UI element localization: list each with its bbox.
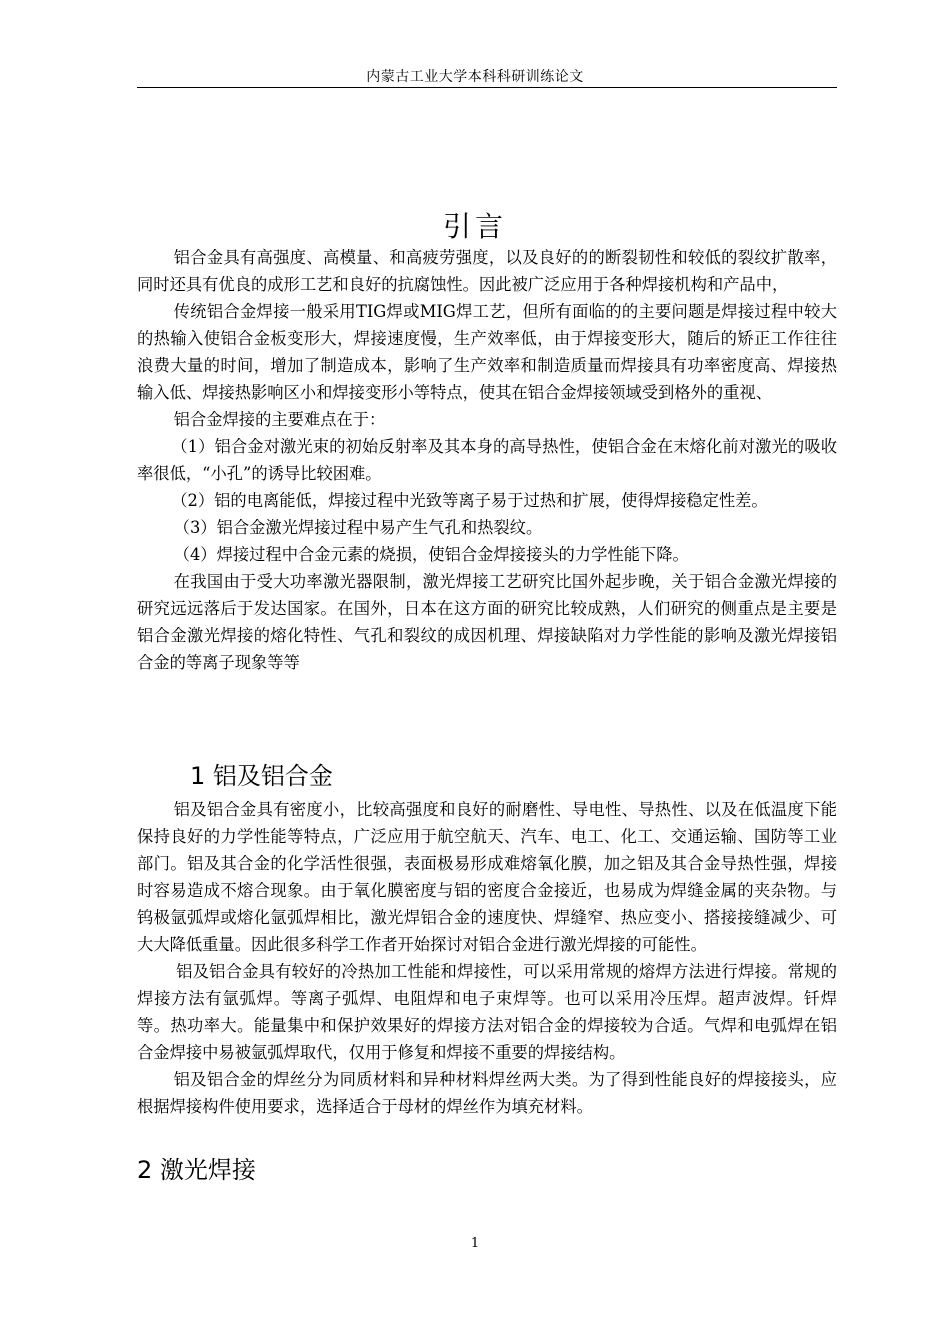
intro-title: 引言 — [442, 210, 507, 243]
intro-paragraph-2: 传统铝合金焊接一般采用TIG焊或MIG焊工艺，但所有面临的的主要问题是焊接过程中较大的热输入使铝合金板变形大，焊接速度慢，生产效率低，由于焊接变形大，随后的矫正工作往往浪费大量的时间，增加了制造成本，影响了生产效率和制造质量而焊接具有功率密度高、焊接热输入低、焊接热影响区小和焊接变形小等特点，使其在铝合金焊接领域受到格外的重视、 — [137, 302, 837, 402]
section-1-paragraph-2: 铝及铝合金具有较好的冷热加工性能和焊接性，可以采用常规的熔焊方法进行焊接。常规的焊接方法有氩弧焊。等离子弧焊、电阻焊和电子束焊等。也可以采用冷压焊。超声波焊。钎焊等。热功率大。能量集中和保护效果好的焊接方法对铝合金的焊接较为合适。气焊和电弧焊在铝合金焊接中易被氩弧焊取代，仅用于修复和焊接不重要的焊接结构。 — [137, 962, 837, 1062]
page-number: 1 — [470, 1236, 480, 1251]
difficulty-item-3: （3）铝合金激光焊接过程中易产生气孔和热裂纹。 — [173, 518, 543, 537]
intro-paragraph-1: 铝合金具有高强度、高模量、和高疲劳强度，以及良好的的断裂韧性和较低的裂纹扩散率，同时还具有优良的成形工艺和良好的抗腐蚀性。因此被广泛应用于各种焊接机构和产品中， — [137, 248, 837, 294]
section-1-paragraph-1: 铝及铝合金具有密度小，比较高强度和良好的耐磨性、导电性、导热性、以及在低温度下能保持良好的力学性能等特点，广泛应用于航空航天、汽车、电工、化工、交通运输、国防等工业部门。铝及其合金的化学活性很强，表面极易形成难熔氧化膜，加之铝及其合金导热性强，焊接时容易造成不熔合现象。由于氧化膜密度与铝的密度合金接近，也易成为焊缝金属的夹杂物。与钨极氩弧焊或熔化氩弧焊相比，激光焊铝合金的速度快、焊缝窄、热应变小、搭接接缝减少、可大大降低重量。因此很多科学工作者开始探讨对铝合金进行激光焊接的可能性。 — [137, 800, 837, 954]
difficulty-item-4: （4）焊接过程中合金元素的烧损，使铝合金焊接接头的力学性能下降。 — [173, 545, 689, 564]
section-2-heading: 2 激光焊接 — [137, 1156, 256, 1184]
intro-paragraph-3: 铝合金焊接的主要难点在于： — [173, 410, 386, 429]
section-1-paragraph-3: 铝及铝合金的焊丝分为同质材料和异种材料焊丝两大类。为了得到性能良好的焊接接头，应根据焊接构件使用要求，选择适合于母材的焊丝作为填充材料。 — [137, 1070, 837, 1116]
difficulty-item-1: （1）铝合金对激光束的初始反射率及其本身的高导热性，使铝合金在末熔化前对激光的吸收率很低，“小孔”的诱导比较困难。 — [137, 437, 837, 483]
intro-body — [137, 244, 837, 676]
intro-paragraph-4: 在我国由于受大功率激光器限制，激光焊接工艺研究比国外起步晚，关于铝合金激光焊接的研究远远落后于发达国家。在国外，日本在这方面的研究比较成熟，人们研究的侧重点是主要是铝合金激光焊接的熔化特性、气孔和裂纹的成因机理、焊接缺陷对力学性能的影响及激光焊接铝合金的等离子现象等等 — [137, 572, 837, 672]
running-header: 内蒙古工业大学本科科研训练论文 — [366, 69, 584, 85]
difficulty-item-2: （2）铝的电离能低，焊接过程中光致等离子易于过热和扩展，使得焊接稳定性差。 — [171, 491, 768, 510]
section-1-body — [137, 796, 837, 1120]
section-1-heading: 1 铝及铝合金 — [190, 762, 333, 790]
header-rule — [137, 87, 837, 88]
